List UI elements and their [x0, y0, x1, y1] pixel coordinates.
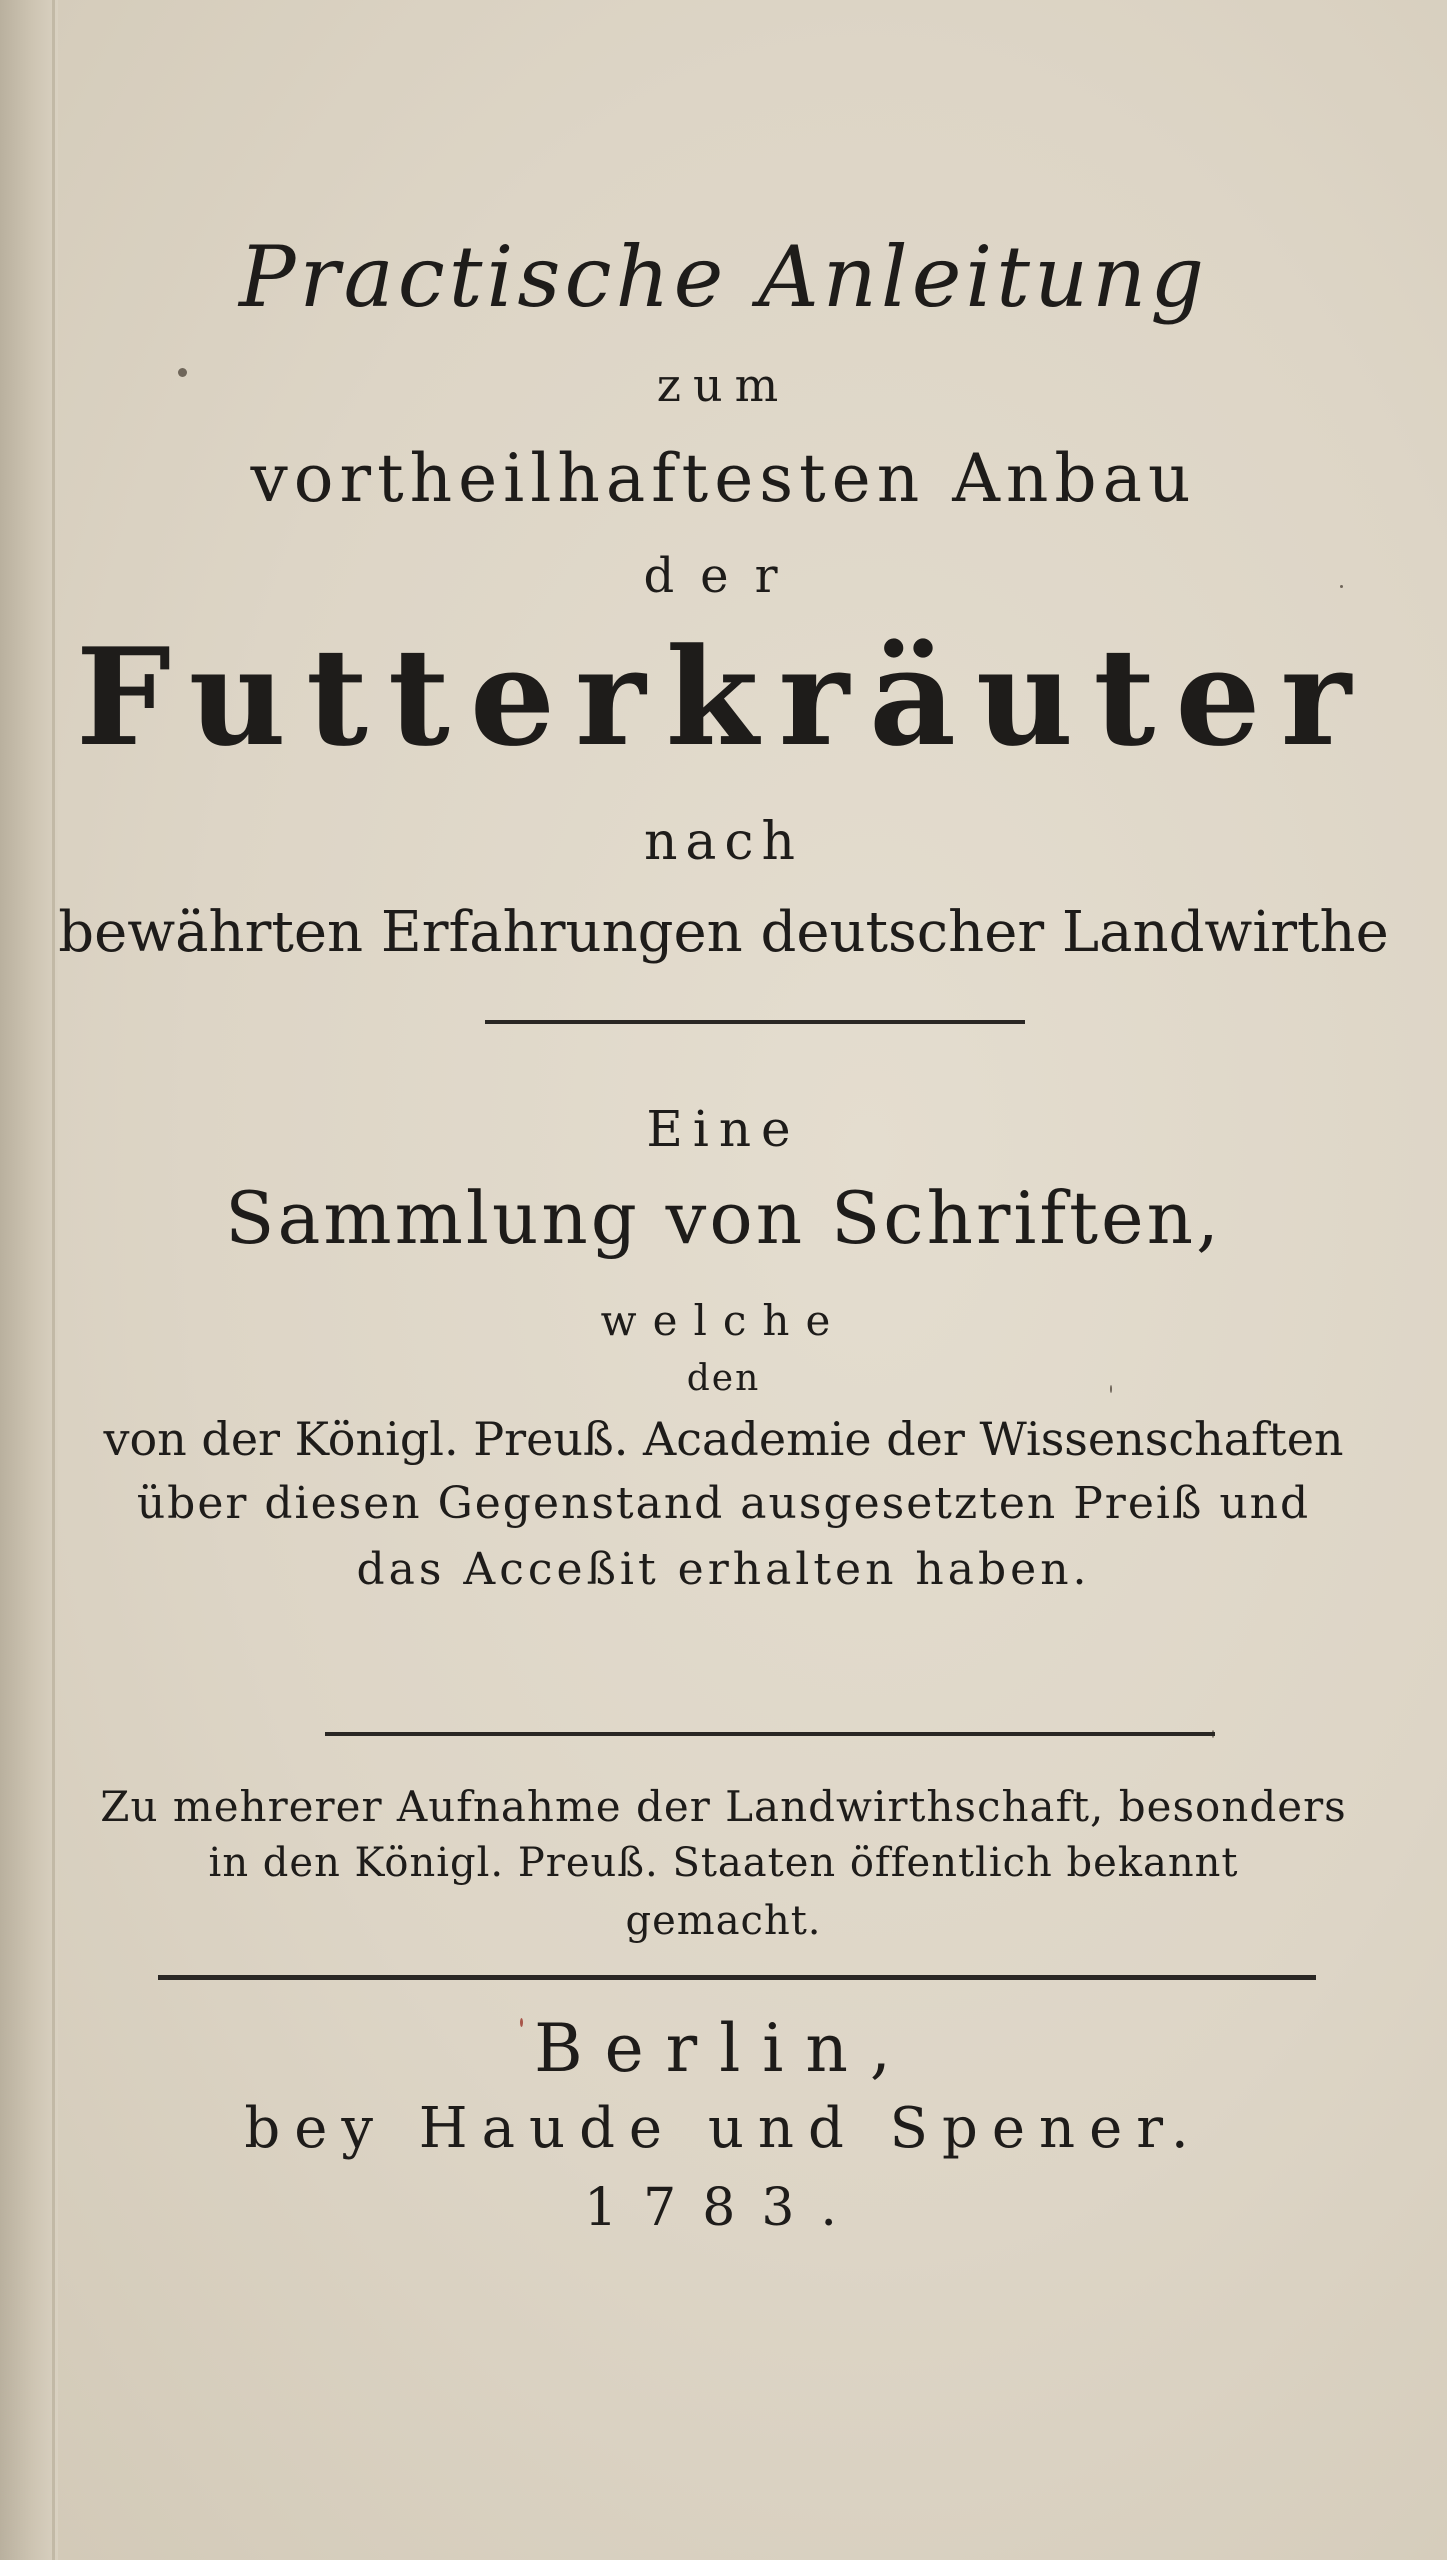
collection-line-6: über diesen Gegenstand ausgesetzten Preiß und: [136, 1478, 1311, 1529]
title-line-6: nach: [643, 812, 804, 872]
purpose-line-2: in den Königl. Preuß. Staaten öffentlich bekannt: [208, 1840, 1239, 1886]
title-line-3: vortheilhaftesten Anbau: [250, 440, 1197, 517]
collection-line-3: welche: [600, 1296, 847, 1345]
divider-rule-1: [485, 1020, 1025, 1024]
title-line-7: bewährten Erfahrungen deutscher Landwirthe: [58, 900, 1389, 965]
purpose-line-1: Zu mehrerer Aufnahme der Landwirthschaft, besonders: [100, 1782, 1347, 1831]
title-line-1: Practische Anleitung: [238, 228, 1208, 326]
divider-rule-2: [325, 1732, 1215, 1736]
collection-line-7: das Acceßit erhalten haben.: [356, 1544, 1091, 1595]
collection-line-2: Sammlung von Schriften,: [225, 1176, 1222, 1260]
collection-line-4: den: [686, 1358, 761, 1399]
title-line-4: der: [643, 548, 804, 604]
purpose-line-3: gemacht.: [625, 1898, 822, 1944]
imprint-publisher: bey Haude und Spener.: [244, 2096, 1203, 2161]
imprint-year: 1783.: [584, 2178, 863, 2238]
imprint-city: Berlin,: [534, 2010, 913, 2087]
title-line-2: zum: [656, 358, 791, 412]
main-title: Futterkräuter: [75, 618, 1372, 776]
collection-line-1: Eine: [646, 1100, 801, 1158]
collection-line-5: von der Königl. Preuß. Academie der Wissenschaften: [103, 1412, 1344, 1466]
divider-rule-3: [158, 1975, 1316, 1980]
